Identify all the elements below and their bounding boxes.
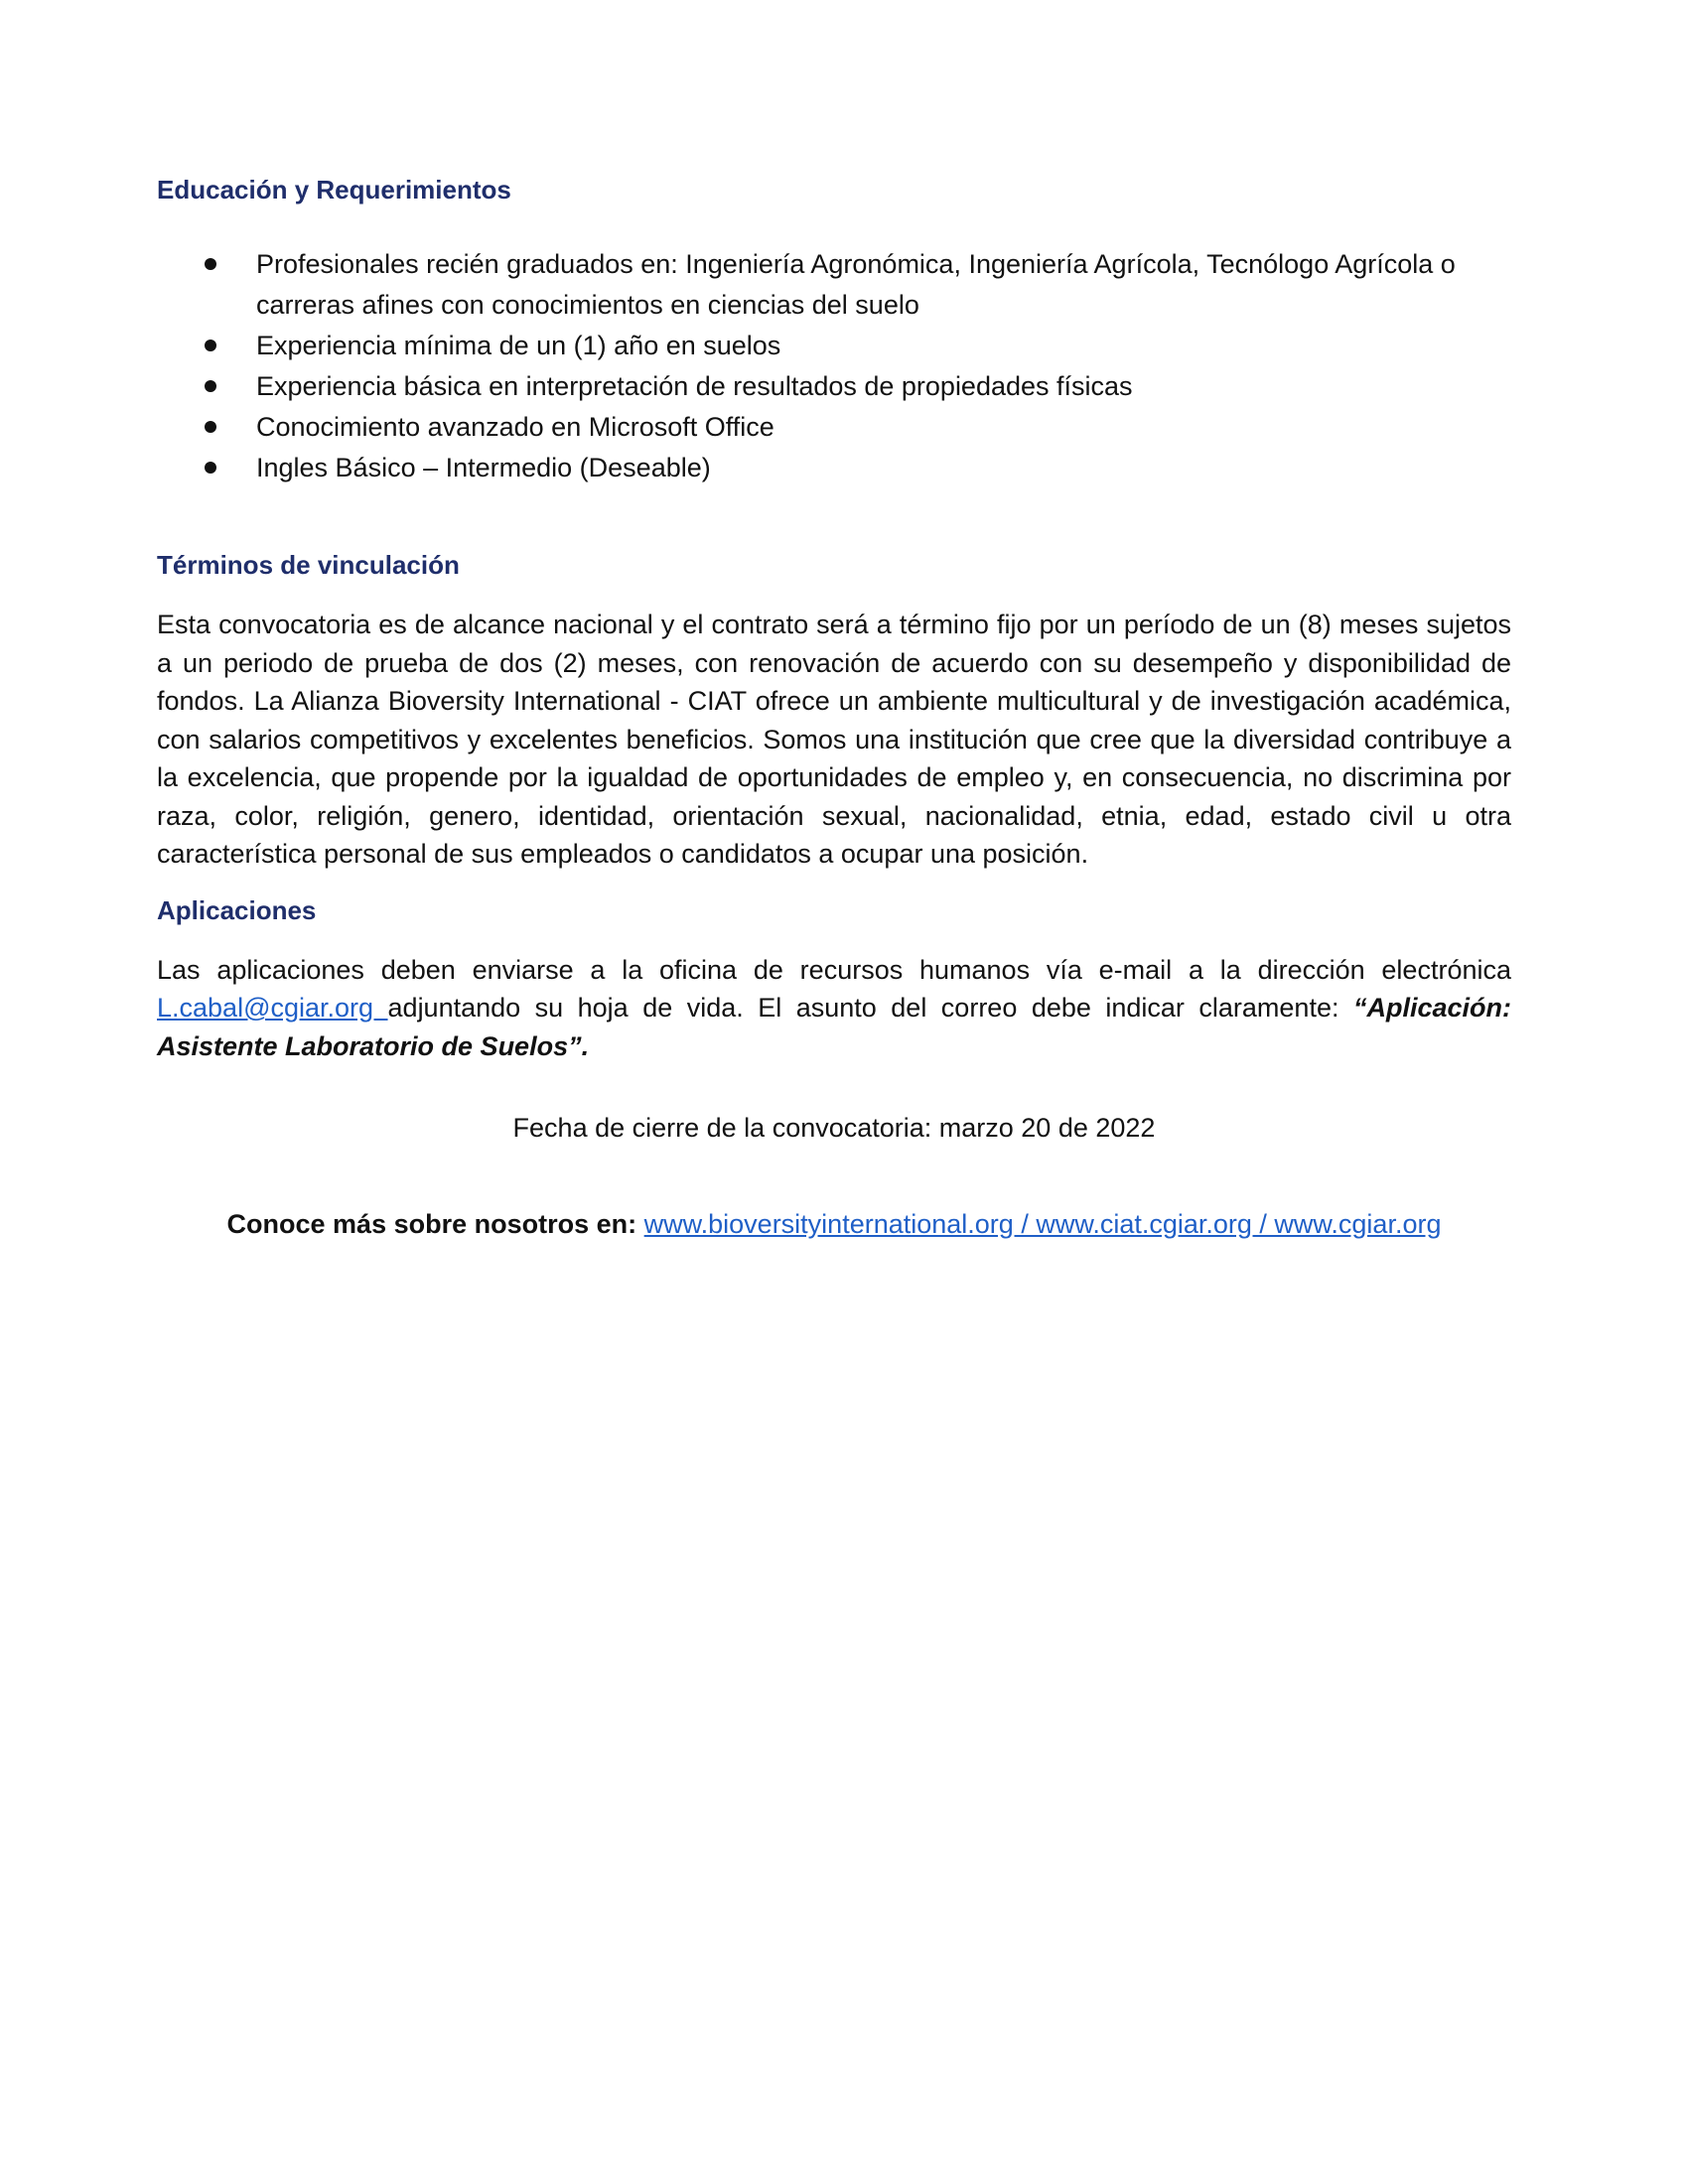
list-item bbox=[157, 366, 1511, 407]
list-item bbox=[157, 326, 1511, 366]
email-subject: “Aplicación: Asistente Laboratorio de Suelos”. bbox=[157, 993, 1511, 1061]
applications-heading: Aplicaciones bbox=[157, 894, 317, 925]
list-item-text: Ingles Básico – Intermedio (Deseable) bbox=[256, 453, 711, 482]
list-item-text: Experiencia básica en interpretación de resultados de propiedades físicas bbox=[256, 371, 1133, 401]
terms-paragraph: Esta convocatoria es de alcance nacional y el contrato será a término fijo por un período de un (8) meses sujetos a un periodo de prueba de dos (2) meses, con renovación de acuerdo con su desempeño y disponibilidad de fondos. La Alianza Bioversity International - CIAT ofrece un ambiente multicultural y de investigación académica, con salarios competitivos y excelentes beneficios. Somos una institución que cree que la diversidad contribuye a la excelencia, que propende por la igualdad de oportunidades de empleo y, en consecuencia, no discrimina por raza, color, religión, genero, identidad, orientación sexual, nacionalidad, etnia, edad, estado civil u otra característica personal de sus empleados o candidatos a ocupar una posición. bbox=[157, 610, 1511, 869]
list-item bbox=[157, 407, 1511, 448]
requirements-list bbox=[157, 244, 1511, 488]
list-item-text: Conocimiento avanzado en Microsoft Office bbox=[256, 412, 774, 442]
closing-date: Fecha de cierre de la convocatoria: marzo 20 de 2022 bbox=[512, 1113, 1156, 1143]
applications-text-before: Las aplicaciones deben enviarse a la oficina de recursos humanos vía e-mail a la dirección electrónica bbox=[157, 954, 1511, 985]
website-links[interactable]: www.bioversityinternational.org / www.ciat.cgiar.org / www.cgiar.org bbox=[643, 1208, 1442, 1239]
list-item-text: Profesionales recién graduados en: Ingeniería Agronómica, Ingeniería Agrícola, Tecnólogo Agrícola o carreras afines con conocimientos en ciencias del suelo bbox=[256, 249, 1456, 320]
email-link[interactable]: L.cabal@cgiar.org bbox=[157, 993, 388, 1023]
terms-heading: Términos de vinculación bbox=[157, 550, 460, 580]
list-item bbox=[157, 448, 1511, 488]
education-heading: Educación y Requerimientos bbox=[157, 175, 511, 205]
list-item-text: Experiencia mínima de un (1) año en suelos bbox=[256, 331, 781, 360]
more-info-label: Conoce más sobre nosotros en: bbox=[226, 1208, 637, 1239]
list-item bbox=[157, 244, 1511, 326]
applications-text-after: adjuntando su hoja de vida. El asunto del correo debe indicar claramente: bbox=[387, 993, 1353, 1023]
applications-paragraph bbox=[157, 951, 1511, 1066]
document-page bbox=[157, 171, 1511, 1243]
more-info bbox=[157, 1205, 1511, 1244]
